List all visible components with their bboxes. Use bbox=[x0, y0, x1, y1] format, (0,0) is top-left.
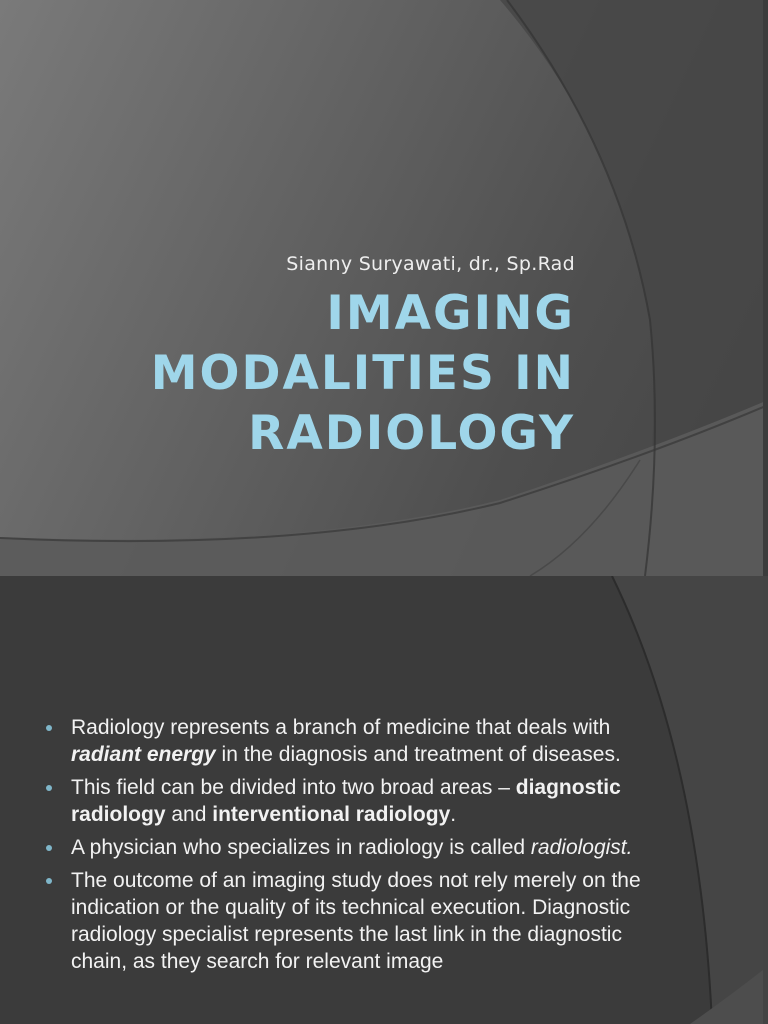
emphasis-text: diagnostic radiology bbox=[71, 776, 621, 826]
bullet-text: The outcome of an imaging study does not rely merely on the indication or the quality of its technical execution. Diagnostic radiology specialist represents the last link in the diagnostic chain, as they search for relevant image bbox=[71, 869, 641, 973]
bullet-text: in the diagnosis and treatment of diseases. bbox=[215, 743, 621, 766]
title-line-1: IMAGING bbox=[326, 286, 575, 341]
bullet-item bbox=[44, 867, 664, 975]
bullet-item bbox=[44, 774, 664, 828]
emphasis-text: radiant energy bbox=[71, 743, 216, 766]
bullet-dot-icon bbox=[46, 785, 52, 791]
bullet-dot-icon bbox=[46, 725, 52, 731]
bullet-text: and bbox=[165, 803, 213, 826]
bullet-text: This field can be divided into two broad areas – bbox=[71, 776, 516, 799]
bullet-item bbox=[44, 714, 664, 768]
presentation-title bbox=[15, 284, 575, 464]
content-slide bbox=[0, 576, 768, 1024]
bullet-item bbox=[44, 834, 664, 861]
title-line-3: RADIOLOGY bbox=[248, 406, 575, 461]
bullet-dot-icon bbox=[46, 878, 52, 884]
bullet-dot-icon bbox=[46, 845, 52, 851]
bullet-text: Radiology represents a branch of medicine that deals with bbox=[71, 716, 611, 739]
title-line-2: MODALITIES IN bbox=[150, 346, 575, 401]
emphasis-text: interventional radiology bbox=[212, 803, 451, 826]
bullet-text: . bbox=[450, 803, 457, 826]
bullet-text: A physician who specializes in radiology is called bbox=[71, 836, 531, 859]
emphasis-text: radiologist. bbox=[530, 836, 633, 859]
presenter-name: Sianny Suryawati, dr., Sp.Rad bbox=[286, 253, 575, 275]
bullet-list bbox=[44, 714, 664, 981]
